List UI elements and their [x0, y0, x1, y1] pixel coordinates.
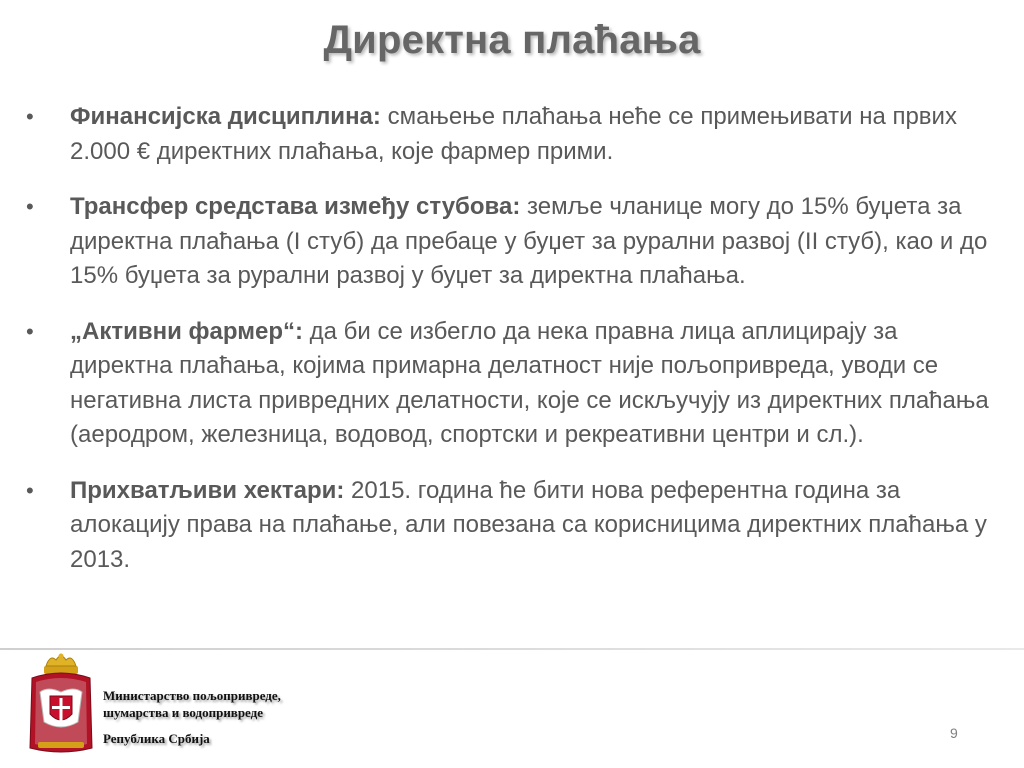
- bullet-text: смањење плаћања неће се примењивати на првих 2.000 € директних плаћања, које фармер прими.: [70, 103, 957, 165]
- bullet-item: [26, 190, 1001, 294]
- bullet-icon: •: [26, 318, 34, 344]
- bullet-lead: Прихватљиви хектари:: [70, 476, 345, 504]
- footer-divider: [0, 648, 1024, 650]
- bullet-icon: •: [26, 194, 34, 219]
- bullet-lead: Трансфер средстава између стубова:: [70, 193, 521, 220]
- bullet-item: [26, 100, 1001, 169]
- serbian-coat-of-arms-icon: [26, 652, 96, 756]
- bullet-icon: •: [26, 104, 34, 129]
- republic-name: Република Србија: [103, 731, 210, 746]
- ministry-line-1: Министарство пољопривреде,: [103, 688, 281, 703]
- bullet-text: да би се избегло да нека правна лица аплицирају за директна плаћања, којима примарна делатност није пољопривреда, уводи се негативна листа привредних делатности, које се искључују из директних плаћања (аеродром, железница, водовод, спортски и рекреативни центри и сл.).: [70, 317, 989, 448]
- ministry-line-2: шумарства и водопривреде: [103, 705, 264, 720]
- bullet-list: [26, 100, 1001, 598]
- bullet-lead: „Активни фармер“:: [70, 317, 303, 345]
- bullet-text: земље чланице могу до 15% буџета за директна плаћања (I стуб) да пребаце у буџет за рурални развој (II стуб), као и до 15% буџета за рурални развој у буџет за директна плаћања.: [70, 193, 988, 289]
- ministry-name: [103, 687, 281, 721]
- bullet-item: [26, 474, 1001, 578]
- bullet-lead: Финансијска дисциплина:: [70, 103, 381, 130]
- bullet-text: 2015. година ће бити нова референтна година за алокацију права на плаћање, али повезана са корисницима директних плаћања у 2013.: [70, 476, 987, 573]
- bullet-item: [26, 315, 1001, 453]
- page-number: 9: [950, 725, 958, 741]
- bullet-icon: •: [26, 477, 34, 503]
- slide-title: Директна плаћања: [323, 18, 701, 62]
